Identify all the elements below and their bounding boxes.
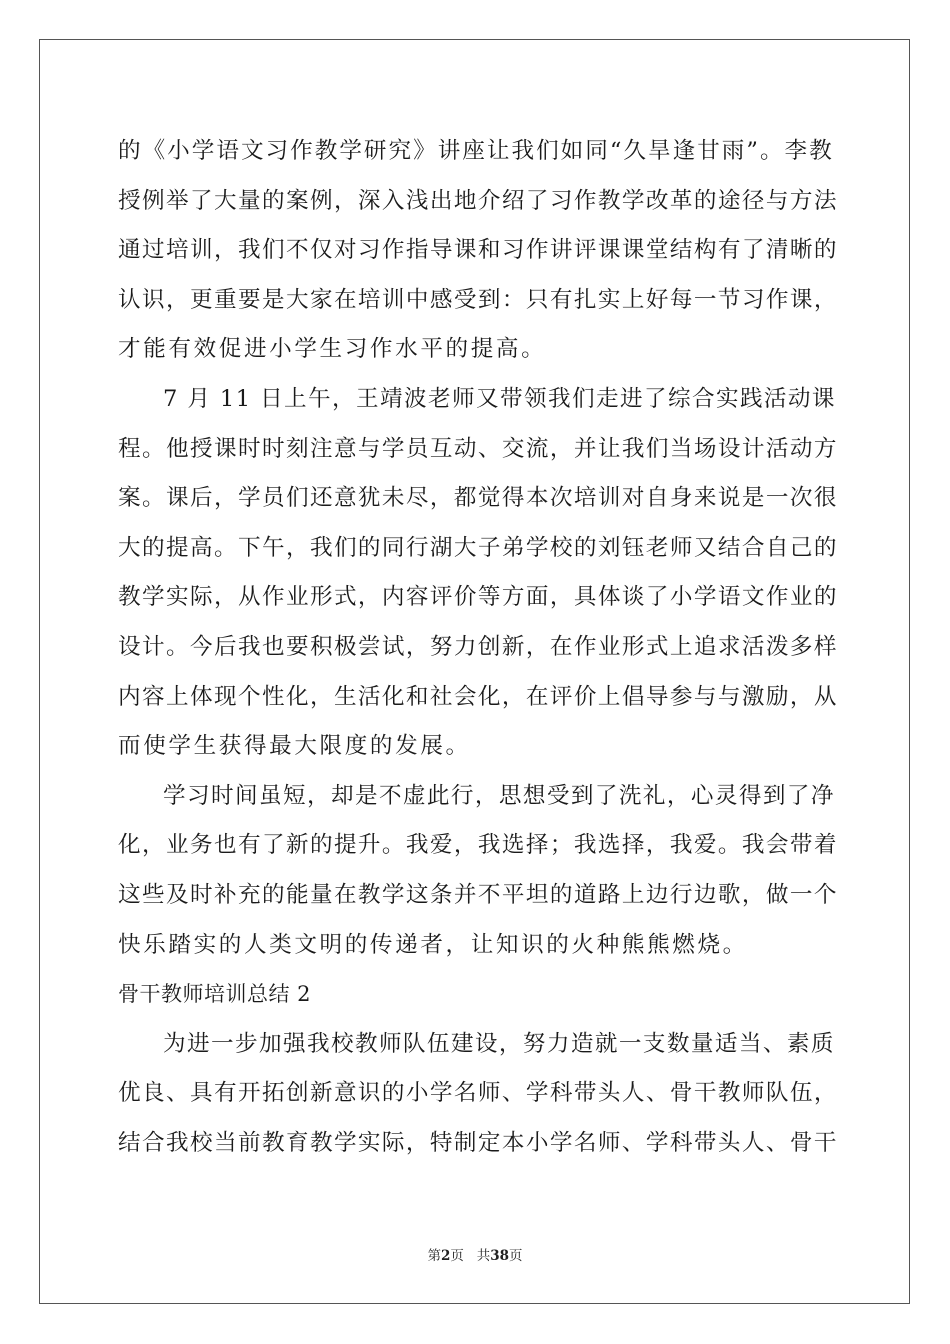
text-line: 内容上体现个性化，生活化和社会化，在评价上倡导参与与激励，从: [118, 683, 838, 710]
text-line: 认识，更重要是大家在培训中感受到：只有扎实上好每一节习作课，: [118, 286, 838, 313]
current-page-number: 2: [440, 1248, 451, 1264]
text-line: 设计。今后我也要积极尝试，努力创新，在作业形式上追求活泼多样: [118, 633, 838, 660]
text-line: 才能有效促进小学生习作水平的提高。: [118, 336, 547, 363]
footer-page-suffix: 页: [450, 1248, 464, 1264]
total-page-count: 38: [490, 1248, 510, 1264]
text-line: 案。课后，学员们还意犹未尽，都觉得本次培训对自身来说是一次很: [118, 485, 838, 512]
text-line: 而使学生获得最大限度的发展。: [118, 733, 471, 760]
text-line: 快乐踏实的人类文明的传递者，让知识的火种熊熊燃烧。: [118, 931, 748, 958]
text-line: 教学实际，从作业形式，内容评价等方面，具体谈了小学语文作业的: [118, 584, 838, 611]
text-line: 授例举了大量的案例，深入浅出地介绍了习作教学改革的途径与方法: [118, 187, 838, 214]
section-heading: 骨干教师培训总结 2: [118, 982, 312, 1007]
footer-total-suffix: 页: [509, 1248, 523, 1264]
text-line: 大的提高。下午，我们的同行湖大子弟学校的刘钰老师又结合自己的: [118, 534, 838, 561]
text-line: 结合我校当前教育教学实际，特制定本小学名师、学科带头人、骨干: [118, 1129, 838, 1156]
text-line: 学习时间虽短，却是不虚此行，思想受到了洗礼，心灵得到了净: [163, 782, 835, 809]
text-line: 的《小学语文习作教学研究》讲座让我们如同“久旱逢甘雨”。李教: [118, 138, 834, 164]
text-line: 通过培训，我们不仅对习作指导课和习作讲评课课堂结构有了清晰的: [118, 237, 838, 264]
footer-total-prefix: 共: [476, 1248, 491, 1264]
text-line: 7 月 11 日上午，王靖波老师又带领我们走进了综合实践活动课: [163, 385, 836, 412]
text-line: 程。他授课时时刻注意与学员互动、交流，并让我们当场设计活动方: [118, 435, 838, 462]
page-footer: [0, 1244, 950, 1264]
text-line: 为进一步加强我校教师队伍建设，努力造就一支数量适当、素质: [163, 1030, 835, 1057]
footer-prefix: 第: [427, 1248, 441, 1264]
text-line: 优良、具有开拓创新意识的小学名师、学科带头人、骨干教师队伍，: [118, 1080, 838, 1107]
document-body: [118, 127, 838, 1168]
text-line: 这些及时补充的能量在教学这条并不平坦的道路上边行边歌，做一个: [118, 881, 838, 908]
text-line: 化，业务也有了新的提升。我爱，我选择；我选择，我爱。我会带着: [118, 832, 838, 859]
